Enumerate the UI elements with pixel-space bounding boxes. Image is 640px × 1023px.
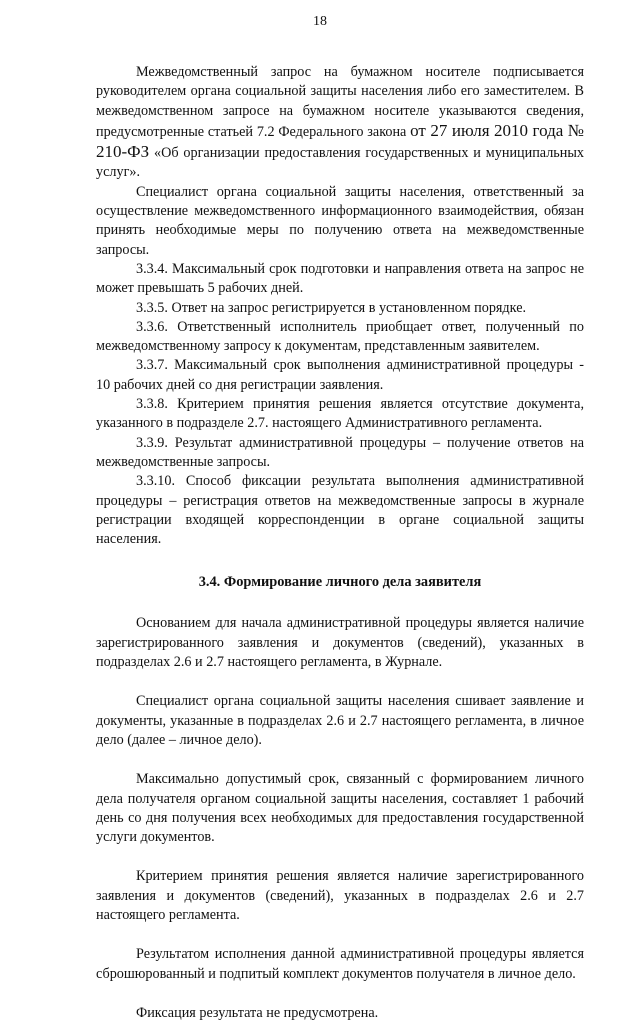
paragraph-result: Результатом исполнения данной административной процедуры является сброшюрованный и подпитый комплект документов получателя в личное дело. — [96, 946, 584, 982]
paragraph-3-3-6: 3.3.6. Ответственный исполнитель приобщает ответ, полученный по межведомственному запросу к документам, представленным заявителем. — [96, 318, 584, 355]
paragraph-3-3-4: 3.3.4. Максимальный срок подготовки и направления ответа на запрос не может превышать 5 рабочих дней. — [96, 260, 584, 297]
paragraph-decision-criterion: Критерием принятия решения является наличие зарегистрированного заявления и документов (сведений), указанных в подразделах 2.6 и 2.7 настоящего регламента. — [96, 868, 584, 923]
paragraph-basis: Основанием для начала административной процедуры является наличие зарегистрированного заявления и документов (сведений), указанных в подразделах 2.6 и 2.7 настоящего регламента, в Журнале. — [96, 615, 584, 671]
paragraph-max-term: Максимально допустимый срок, связанный с формированием личного дела получателя органом социальной защиты населения, составляет 1 рабочий день со дня получения всех необходимых для предоставления государственной услуги документов. — [96, 771, 584, 846]
page-number: 18 — [313, 14, 327, 29]
paragraph-responsible-specialist: Специалист органа социальной защиты населения, ответственный за осуществление межведомственного информационного взаимодействия, обязан принять необходимые меры по получению ответа на межведомственные запросы. — [96, 183, 584, 258]
paragraph-3-3-7: 3.3.7. Максимальный срок выполнения административной процедуры - 10 рабочих дней со дня регистрации заявления. — [96, 357, 584, 393]
paragraph-personal-file: Специалист органа социальной защиты населения сшивает заявление и документы, указанные в подразделах 2.6 и 2.7 настоящего регламента, в личное дело (далее – личное дело). — [96, 693, 584, 748]
paragraph-3-3-8: 3.3.8. Критерием принятия решения является отсутствие документа, указанного в подразделе 2.7. настоящего Административного регламента. — [96, 396, 584, 432]
paragraph-fixation: Фиксация результата не предусмотрена. — [136, 1004, 379, 1021]
law-date-reference: от 27 июля 2010 года № 210-ФЗ — [96, 120, 585, 162]
paragraph-3-3-9: 3.3.9. Результат административной процедуры – получение ответов на межведомственные запросы. — [96, 434, 584, 470]
section-heading-3-4: 3.4. Формирование личного дела заявителя — [198, 574, 482, 591]
paragraph-interagency-request-paper: Межведомственный запрос на бумажном носителе подписывается руководителем органа социальной защиты населения либо его заместителем. В межведомственном запросе на бумажном носителе указываются сведения, предусмотренные статьей 7.2 Федерального закона от 27 июля 2010 года № 210-ФЗ «Об организации предоставления государственных и муниципальных услуг». — [96, 64, 585, 181]
document-body — [96, 63, 584, 1023]
paragraph-3-3-10: 3.3.10. Способ фиксации результата выполнения административной процедуры – регистрация ответов на межведомственные запросы в журнале регистрации входящей корреспонденции в органе социальной защиты населения. — [96, 473, 584, 548]
paragraph-3-3-5: 3.3.5. Ответ на запрос регистрируется в установленном порядке. — [136, 299, 527, 316]
